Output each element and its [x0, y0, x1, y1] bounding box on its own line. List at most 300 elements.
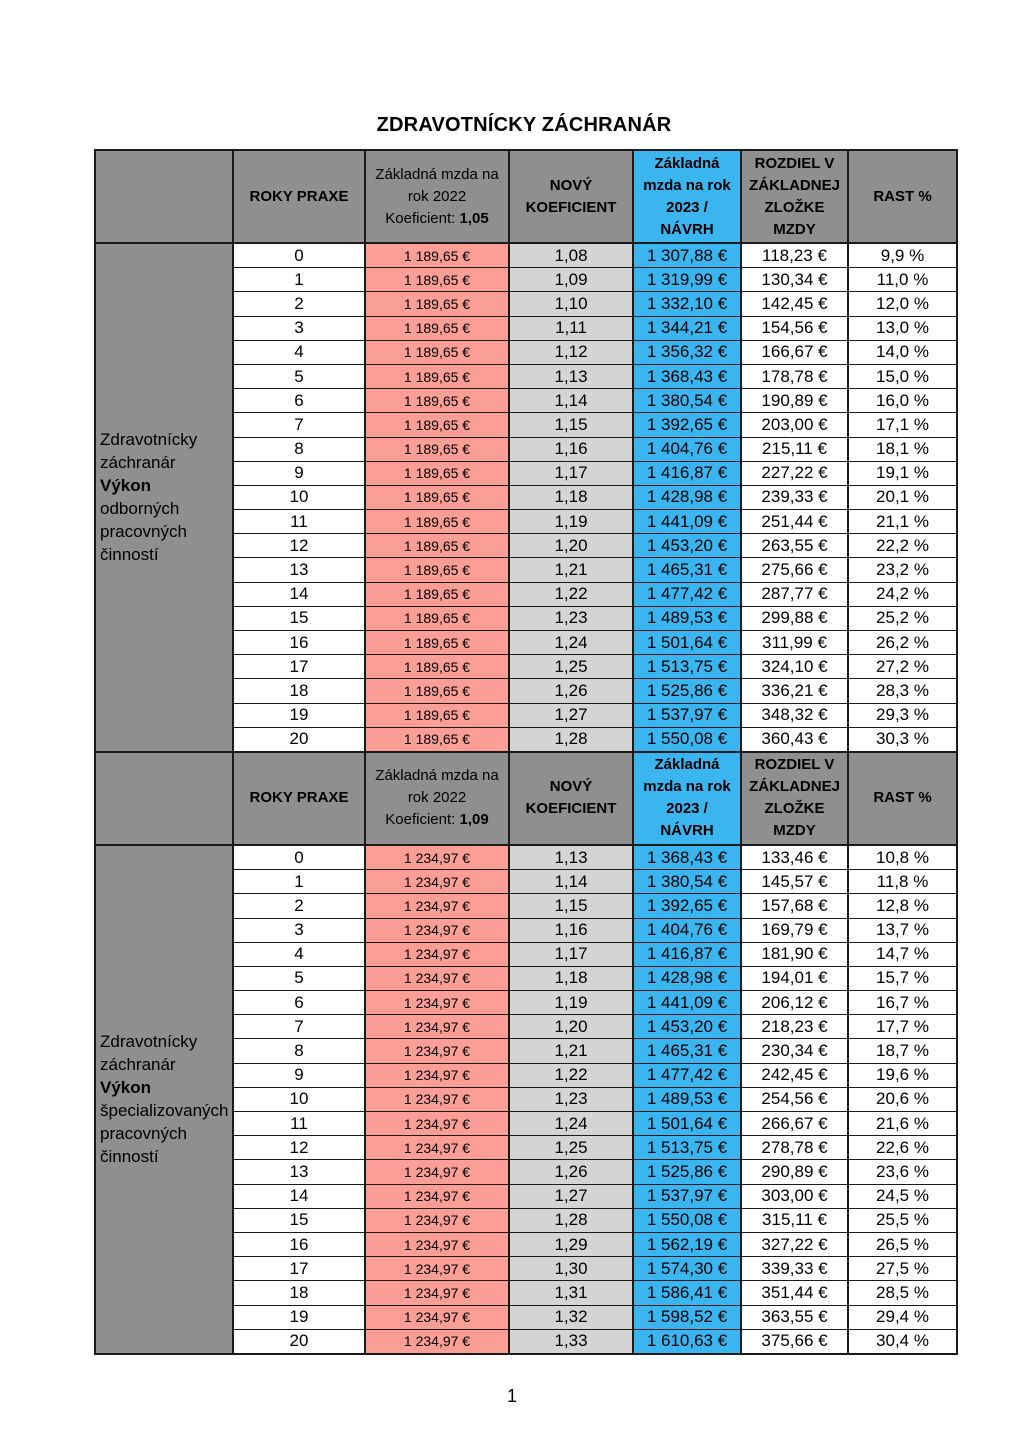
cell-new-coef: 1,25 [509, 655, 633, 679]
group-line: činností [100, 1147, 159, 1167]
cell-years: 12 [233, 1136, 365, 1160]
cell-growth: 29,3 % [848, 703, 957, 727]
group-line: záchranár [100, 1055, 176, 1075]
group-line: Zdravotnícky [100, 430, 198, 450]
header-blank-cell [95, 150, 233, 243]
header-proposal-line: NÁVRH [660, 220, 714, 238]
cell-difference: 227,22 € [741, 461, 848, 485]
cell-growth: 17,1 % [848, 413, 957, 437]
cell-difference: 315,11 € [741, 1208, 848, 1232]
group-bold: Výkon [100, 476, 152, 496]
cell-new-coef: 1,21 [509, 1039, 633, 1063]
cell-new-coef: 1,13 [509, 845, 633, 870]
cell-proposal-2023: 1 368,43 € [633, 845, 741, 870]
cell-new-coef: 1,17 [509, 461, 633, 485]
cell-years: 19 [233, 1305, 365, 1329]
cell-years: 0 [233, 845, 365, 870]
cell-difference: 206,12 € [741, 991, 848, 1015]
cell-proposal-2023: 1 477,42 € [633, 1063, 741, 1087]
cell-new-coef: 1,18 [509, 485, 633, 509]
cell-years: 14 [233, 582, 365, 606]
cell-years: 9 [233, 461, 365, 485]
cell-years: 16 [233, 631, 365, 655]
cell-proposal-2023: 1 477,42 € [633, 582, 741, 606]
cell-wage-2022: 1 189,65 € [365, 703, 509, 727]
cell-years: 12 [233, 534, 365, 558]
cell-proposal-2023: 1 392,65 € [633, 413, 741, 437]
cell-growth: 11,8 % [848, 870, 957, 894]
cell-growth: 13,0 % [848, 316, 957, 340]
cell-years: 7 [233, 1015, 365, 1039]
cell-proposal-2023: 1 332,10 € [633, 292, 741, 316]
cell-difference: 169,79 € [741, 918, 848, 942]
cell-wage-2022: 1 234,97 € [365, 870, 509, 894]
cell-growth: 15,7 % [848, 966, 957, 990]
header-proposal-line: Základná [654, 756, 720, 774]
header-coef-label: Koeficient: [385, 209, 460, 227]
cell-growth: 13,7 % [848, 918, 957, 942]
cell-growth: 26,2 % [848, 631, 957, 655]
cell-years: 5 [233, 966, 365, 990]
header-wage-line: rok 2022 [407, 789, 467, 807]
cell-proposal-2023: 1 513,75 € [633, 1136, 741, 1160]
header-years-label: ROKY PRAXE [249, 187, 349, 205]
cell-growth: 24,2 % [848, 582, 957, 606]
cell-growth: 28,5 % [848, 1281, 957, 1305]
cell-proposal-2023: 1 489,53 € [633, 1087, 741, 1111]
cell-difference: 133,46 € [741, 845, 848, 870]
cell-growth: 29,4 % [848, 1305, 957, 1329]
cell-growth: 27,2 % [848, 655, 957, 679]
cell-years: 2 [233, 292, 365, 316]
cell-wage-2022: 1 234,97 € [365, 1208, 509, 1232]
cell-wage-2022: 1 234,97 € [365, 1160, 509, 1184]
cell-wage-2022: 1 189,65 € [365, 437, 509, 461]
group-label-cell [95, 845, 233, 1354]
cell-wage-2022: 1 189,65 € [365, 534, 509, 558]
cell-proposal-2023: 1 416,87 € [633, 461, 741, 485]
cell-growth: 30,4 % [848, 1329, 957, 1354]
cell-difference: 327,22 € [741, 1232, 848, 1256]
cell-growth: 10,8 % [848, 845, 957, 870]
cell-difference: 239,33 € [741, 485, 848, 509]
cell-proposal-2023: 1 380,54 € [633, 389, 741, 413]
cell-years: 7 [233, 413, 365, 437]
header-new-coef [509, 752, 633, 845]
cell-new-coef: 1,18 [509, 966, 633, 990]
cell-proposal-2023: 1 380,54 € [633, 870, 741, 894]
cell-growth: 20,6 % [848, 1087, 957, 1111]
cell-years: 6 [233, 389, 365, 413]
cell-wage-2022: 1 234,97 € [365, 1015, 509, 1039]
cell-new-coef: 1,19 [509, 991, 633, 1015]
table-row [95, 243, 957, 268]
header-proposal-line: mzda na rok [643, 778, 731, 796]
cell-years: 4 [233, 942, 365, 966]
cell-difference: 166,67 € [741, 340, 848, 364]
cell-new-coef: 1,31 [509, 1281, 633, 1305]
cell-years: 8 [233, 1039, 365, 1063]
cell-difference: 142,45 € [741, 292, 848, 316]
cell-growth: 23,2 % [848, 558, 957, 582]
cell-wage-2022: 1 234,97 € [365, 1329, 509, 1354]
cell-proposal-2023: 1 537,97 € [633, 703, 741, 727]
cell-new-coef: 1,09 [509, 268, 633, 292]
cell-proposal-2023: 1 525,86 € [633, 679, 741, 703]
cell-years: 3 [233, 316, 365, 340]
cell-proposal-2023: 1 428,98 € [633, 485, 741, 509]
cell-wage-2022: 1 189,65 € [365, 558, 509, 582]
cell-new-coef: 1,24 [509, 631, 633, 655]
header-proposal-line: mzda na rok [643, 176, 731, 194]
cell-new-coef: 1,33 [509, 1329, 633, 1354]
cell-years: 20 [233, 1329, 365, 1354]
cell-new-coef: 1,11 [509, 316, 633, 340]
cell-new-coef: 1,27 [509, 1184, 633, 1208]
header-difference [741, 752, 848, 845]
page-title: ZDRAVOTNÍCKY ZÁCHRANÁR [376, 114, 672, 136]
group-line: pracovných [100, 1124, 187, 1144]
cell-wage-2022: 1 189,65 € [365, 510, 509, 534]
cell-growth: 17,7 % [848, 1015, 957, 1039]
cell-new-coef: 1,28 [509, 727, 633, 752]
cell-difference: 263,55 € [741, 534, 848, 558]
cell-new-coef: 1,24 [509, 1112, 633, 1136]
cell-difference: 375,66 € [741, 1329, 848, 1354]
cell-years: 4 [233, 340, 365, 364]
cell-wage-2022: 1 189,65 € [365, 461, 509, 485]
cell-growth: 14,7 % [848, 942, 957, 966]
cell-new-coef: 1,32 [509, 1305, 633, 1329]
cell-difference: 190,89 € [741, 389, 848, 413]
cell-proposal-2023: 1 319,99 € [633, 268, 741, 292]
cell-difference: 230,34 € [741, 1039, 848, 1063]
header-wage-line: Základná mzda na [375, 767, 499, 785]
table-row [95, 845, 957, 870]
cell-new-coef: 1,16 [509, 918, 633, 942]
header-new-coef-line: NOVÝ [549, 176, 593, 194]
cell-growth: 21,1 % [848, 510, 957, 534]
cell-new-coef: 1,10 [509, 292, 633, 316]
cell-difference: 215,11 € [741, 437, 848, 461]
cell-new-coef: 1,23 [509, 1087, 633, 1111]
cell-difference: 218,23 € [741, 1015, 848, 1039]
header-years [233, 150, 365, 243]
cell-difference: 203,00 € [741, 413, 848, 437]
cell-years: 14 [233, 1184, 365, 1208]
cell-new-coef: 1,14 [509, 389, 633, 413]
header-diff-line: ROZDIEL V [754, 154, 835, 172]
header-coef-value: 1,09 [459, 811, 489, 829]
cell-new-coef: 1,28 [509, 1208, 633, 1232]
group-line: pracovných [100, 522, 187, 542]
cell-new-coef: 1,23 [509, 606, 633, 630]
header-proposal-line: 2023 / [666, 198, 708, 216]
cell-years: 15 [233, 1208, 365, 1232]
cell-new-coef: 1,22 [509, 582, 633, 606]
cell-new-coef: 1,25 [509, 1136, 633, 1160]
cell-years: 10 [233, 485, 365, 509]
cell-growth: 23,6 % [848, 1160, 957, 1184]
cell-wage-2022: 1 234,97 € [365, 966, 509, 990]
cell-growth: 18,1 % [848, 437, 957, 461]
cell-growth: 24,5 % [848, 1184, 957, 1208]
group-line: špecializovaných [100, 1101, 229, 1121]
cell-wage-2022: 1 189,65 € [365, 679, 509, 703]
header-proposal-line: Základná [654, 154, 720, 172]
cell-growth: 30,3 % [848, 727, 957, 752]
salary-table [94, 149, 958, 1355]
cell-new-coef: 1,19 [509, 510, 633, 534]
cell-wage-2022: 1 189,65 € [365, 316, 509, 340]
cell-years: 18 [233, 1281, 365, 1305]
cell-proposal-2023: 1 489,53 € [633, 606, 741, 630]
cell-wage-2022: 1 189,65 € [365, 655, 509, 679]
cell-difference: 242,45 € [741, 1063, 848, 1087]
cell-proposal-2023: 1 404,76 € [633, 918, 741, 942]
cell-growth: 18,7 % [848, 1039, 957, 1063]
cell-wage-2022: 1 189,65 € [365, 268, 509, 292]
cell-years: 17 [233, 655, 365, 679]
cell-wage-2022: 1 189,65 € [365, 340, 509, 364]
cell-growth: 22,2 % [848, 534, 957, 558]
cell-difference: 363,55 € [741, 1305, 848, 1329]
cell-difference: 351,44 € [741, 1281, 848, 1305]
cell-proposal-2023: 1 550,08 € [633, 1208, 741, 1232]
group-line: záchranár [100, 453, 176, 473]
cell-difference: 130,34 € [741, 268, 848, 292]
cell-proposal-2023: 1 574,30 € [633, 1257, 741, 1281]
cell-growth: 20,1 % [848, 485, 957, 509]
cell-difference: 178,78 € [741, 364, 848, 388]
cell-new-coef: 1,22 [509, 1063, 633, 1087]
cell-proposal-2023: 1 307,88 € [633, 243, 741, 268]
cell-proposal-2023: 1 513,75 € [633, 655, 741, 679]
cell-new-coef: 1,14 [509, 870, 633, 894]
group-bold: Výkon [100, 1078, 152, 1098]
cell-new-coef: 1,29 [509, 1232, 633, 1256]
cell-proposal-2023: 1 598,52 € [633, 1305, 741, 1329]
cell-growth: 19,1 % [848, 461, 957, 485]
group-line: Zdravotnícky [100, 1032, 198, 1052]
cell-years: 19 [233, 703, 365, 727]
cell-wage-2022: 1 189,65 € [365, 606, 509, 630]
cell-years: 5 [233, 364, 365, 388]
cell-growth: 22,6 % [848, 1136, 957, 1160]
cell-difference: 118,23 € [741, 243, 848, 268]
cell-wage-2022: 1 234,97 € [365, 918, 509, 942]
cell-new-coef: 1,21 [509, 558, 633, 582]
cell-wage-2022: 1 189,65 € [365, 727, 509, 752]
header-diff-line: ZÁKLADNEJ [749, 778, 840, 796]
cell-years: 17 [233, 1257, 365, 1281]
cell-wage-2022: 1 234,97 € [365, 1136, 509, 1160]
cell-years: 11 [233, 510, 365, 534]
header-coef-label: Koeficient: [385, 811, 460, 829]
cell-difference: 324,10 € [741, 655, 848, 679]
cell-wage-2022: 1 234,97 € [365, 1305, 509, 1329]
cell-years: 13 [233, 558, 365, 582]
header-diff-line: ZLOŽKE [764, 800, 825, 818]
cell-proposal-2023: 1 501,64 € [633, 1112, 741, 1136]
header-proposal-line: 2023 / [666, 800, 708, 818]
cell-proposal-2023: 1 404,76 € [633, 437, 741, 461]
cell-growth: 16,0 % [848, 389, 957, 413]
cell-proposal-2023: 1 453,20 € [633, 1015, 741, 1039]
cell-wage-2022: 1 234,97 € [365, 845, 509, 870]
group-label-cell [95, 243, 233, 752]
header-diff-line: MZDY [773, 220, 816, 238]
cell-new-coef: 1,16 [509, 437, 633, 461]
header-proposal-line: NÁVRH [660, 822, 714, 840]
cell-wage-2022: 1 189,65 € [365, 582, 509, 606]
cell-growth: 12,8 % [848, 894, 957, 918]
cell-difference: 303,00 € [741, 1184, 848, 1208]
cell-wage-2022: 1 189,65 € [365, 631, 509, 655]
header-blank-cell [95, 752, 233, 845]
cell-new-coef: 1,26 [509, 679, 633, 703]
cell-years: 15 [233, 606, 365, 630]
cell-new-coef: 1,08 [509, 243, 633, 268]
cell-years: 10 [233, 1087, 365, 1111]
cell-difference: 360,43 € [741, 727, 848, 752]
cell-wage-2022: 1 234,97 € [365, 1184, 509, 1208]
cell-difference: 287,77 € [741, 582, 848, 606]
cell-years: 11 [233, 1112, 365, 1136]
cell-years: 16 [233, 1232, 365, 1256]
header-wage-2022 [365, 150, 509, 243]
cell-growth: 28,3 % [848, 679, 957, 703]
cell-difference: 339,33 € [741, 1257, 848, 1281]
cell-new-coef: 1,30 [509, 1257, 633, 1281]
cell-years: 13 [233, 1160, 365, 1184]
cell-difference: 290,89 € [741, 1160, 848, 1184]
cell-wage-2022: 1 234,97 € [365, 1039, 509, 1063]
header-new-coef-line: KOEFICIENT [525, 800, 617, 818]
cell-proposal-2023: 1 537,97 € [633, 1184, 741, 1208]
cell-proposal-2023: 1 392,65 € [633, 894, 741, 918]
cell-wage-2022: 1 234,97 € [365, 1232, 509, 1256]
cell-wage-2022: 1 234,97 € [365, 991, 509, 1015]
cell-proposal-2023: 1 465,31 € [633, 558, 741, 582]
cell-growth: 16,7 % [848, 991, 957, 1015]
cell-difference: 251,44 € [741, 510, 848, 534]
page-number: 1 [506, 1386, 517, 1406]
header-wage-line: Základná mzda na [375, 165, 499, 183]
cell-wage-2022: 1 189,65 € [365, 413, 509, 437]
header-difference [741, 150, 848, 243]
cell-difference: 194,01 € [741, 966, 848, 990]
cell-wage-2022: 1 189,65 € [365, 364, 509, 388]
group-line: činností [100, 545, 159, 565]
cell-new-coef: 1,12 [509, 340, 633, 364]
cell-years: 3 [233, 918, 365, 942]
header-new-coef-line: KOEFICIENT [525, 198, 617, 216]
cell-wage-2022: 1 189,65 € [365, 389, 509, 413]
cell-proposal-2023: 1 586,41 € [633, 1281, 741, 1305]
cell-new-coef: 1,15 [509, 894, 633, 918]
cell-difference: 348,32 € [741, 703, 848, 727]
header-years-label: ROKY PRAXE [249, 789, 349, 807]
cell-proposal-2023: 1 344,21 € [633, 316, 741, 340]
cell-years: 2 [233, 894, 365, 918]
cell-years: 8 [233, 437, 365, 461]
header-growth [848, 150, 957, 243]
cell-difference: 154,56 € [741, 316, 848, 340]
cell-wage-2022: 1 234,97 € [365, 1087, 509, 1111]
cell-difference: 181,90 € [741, 942, 848, 966]
cell-proposal-2023: 1 525,86 € [633, 1160, 741, 1184]
cell-growth: 19,6 % [848, 1063, 957, 1087]
cell-growth: 27,5 % [848, 1257, 957, 1281]
cell-growth: 11,0 % [848, 268, 957, 292]
header-new-coef [509, 150, 633, 243]
header-diff-line: ZLOŽKE [764, 198, 825, 216]
cell-growth: 14,0 % [848, 340, 957, 364]
cell-growth: 25,5 % [848, 1208, 957, 1232]
cell-proposal-2023: 1 550,08 € [633, 727, 741, 752]
cell-difference: 275,66 € [741, 558, 848, 582]
cell-years: 20 [233, 727, 365, 752]
cell-wage-2022: 1 234,97 € [365, 942, 509, 966]
cell-proposal-2023: 1 441,09 € [633, 510, 741, 534]
cell-growth: 9,9 % [848, 243, 957, 268]
cell-years: 0 [233, 243, 365, 268]
header-wage-2022 [365, 752, 509, 845]
header-proposal-2023 [633, 752, 741, 845]
header-diff-line: ZÁKLADNEJ [749, 176, 840, 194]
cell-new-coef: 1,17 [509, 942, 633, 966]
header-growth [848, 752, 957, 845]
cell-growth: 15,0 % [848, 364, 957, 388]
cell-growth: 21,6 % [848, 1112, 957, 1136]
header-years [233, 752, 365, 845]
cell-wage-2022: 1 189,65 € [365, 485, 509, 509]
cell-years: 1 [233, 870, 365, 894]
cell-wage-2022: 1 189,65 € [365, 292, 509, 316]
cell-new-coef: 1,15 [509, 413, 633, 437]
header-new-coef-line: NOVÝ [549, 778, 593, 796]
cell-proposal-2023: 1 562,19 € [633, 1232, 741, 1256]
header-diff-line: ROZDIEL V [754, 756, 835, 774]
cell-wage-2022: 1 234,97 € [365, 1063, 509, 1087]
cell-proposal-2023: 1 416,87 € [633, 942, 741, 966]
cell-proposal-2023: 1 368,43 € [633, 364, 741, 388]
cell-wage-2022: 1 234,97 € [365, 1112, 509, 1136]
cell-wage-2022: 1 234,97 € [365, 1257, 509, 1281]
cell-proposal-2023: 1 465,31 € [633, 1039, 741, 1063]
cell-difference: 145,57 € [741, 870, 848, 894]
cell-difference: 254,56 € [741, 1087, 848, 1111]
cell-difference: 311,99 € [741, 631, 848, 655]
cell-proposal-2023: 1 610,63 € [633, 1329, 741, 1354]
header-growth-label: RAST % [873, 187, 932, 205]
cell-new-coef: 1,20 [509, 534, 633, 558]
header-diff-line: MZDY [773, 822, 816, 840]
cell-growth: 12,0 % [848, 292, 957, 316]
cell-years: 6 [233, 991, 365, 1015]
header-row [95, 752, 957, 845]
cell-proposal-2023: 1 501,64 € [633, 631, 741, 655]
cell-growth: 26,5 % [848, 1232, 957, 1256]
cell-difference: 266,67 € [741, 1112, 848, 1136]
group-line: odborných [100, 499, 180, 519]
header-growth-label: RAST % [873, 789, 932, 807]
cell-difference: 157,68 € [741, 894, 848, 918]
cell-new-coef: 1,13 [509, 364, 633, 388]
cell-years: 1 [233, 268, 365, 292]
cell-wage-2022: 1 234,97 € [365, 894, 509, 918]
